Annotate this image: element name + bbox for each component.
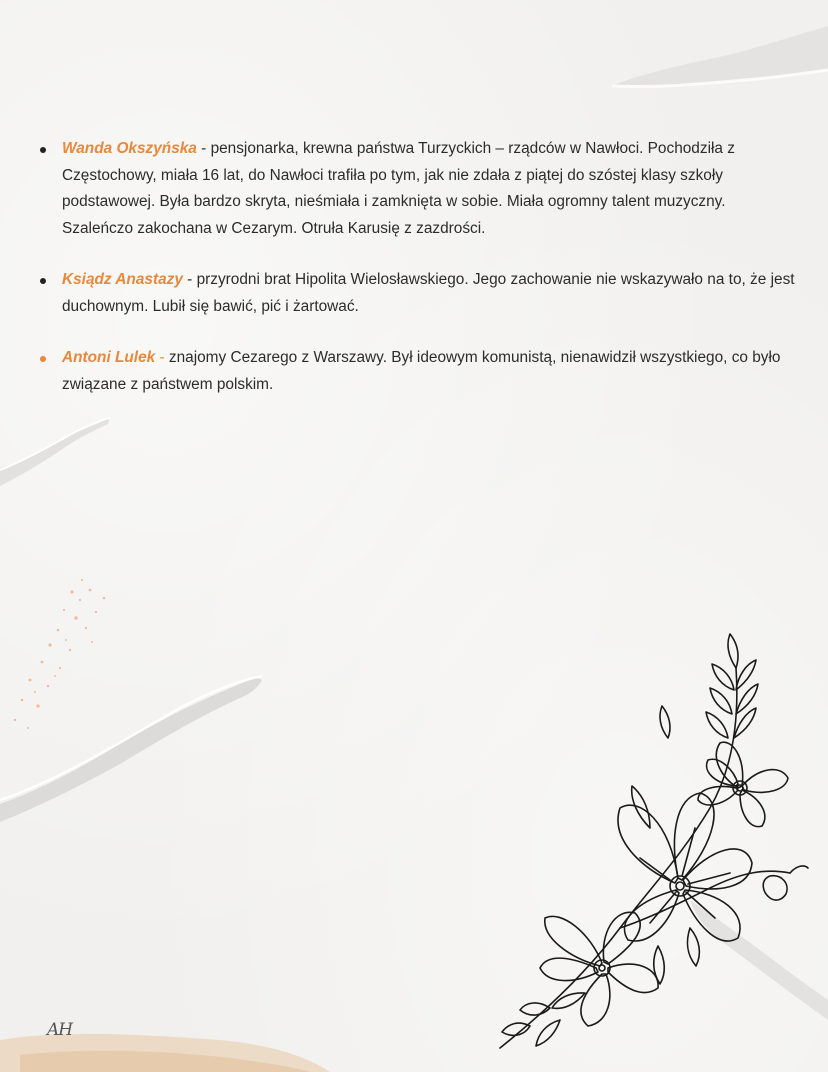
separator: -: [155, 349, 169, 366]
character-description: przyrodni brat Hipolita Wielosławskiego. Jego zachowanie nie wskazywało na to, że jest duchownym. Lubił się bawić, pić i żartować.: [62, 271, 795, 315]
bullet-dot-icon: [40, 278, 46, 284]
character-description: znajomy Cezarego z Warszawy. Był ideowym komunistą, nienawidził wszystkiego, co było związane z państwem polskim.: [62, 349, 781, 393]
character-name: Antoni Lulek: [62, 349, 156, 366]
list-item: [40, 345, 800, 398]
character-description: pensjonarka, krewna państwa Turzyckich – rządców w Nawłoci. Pochodziła z Częstochowy, miała 16 lat, do Nawłoci trafiła po tym, jak nie zdała z piątej do szóstej klasy szkoły podstawowej. Była bardzo skryta, nieśmiała i zamknięta w sobie. Miała ogromny talent muzyczny. Szaleńczo zakochana w Cezarym. Otruła Karusię z zazdrości.: [62, 140, 735, 237]
signature: AH: [47, 1020, 73, 1040]
character-name: Wanda Okszyńska: [62, 140, 197, 157]
separator: -: [196, 140, 211, 157]
bullet-dot-icon: [40, 147, 46, 153]
floral-sketch-icon: [490, 628, 810, 1068]
character-list: [40, 136, 800, 398]
separator: -: [182, 271, 197, 288]
list-item: [40, 136, 800, 242]
character-name: Ksiądz Anastazy: [62, 271, 183, 288]
bullet-dot-icon: [40, 356, 46, 362]
list-item: [40, 267, 800, 320]
